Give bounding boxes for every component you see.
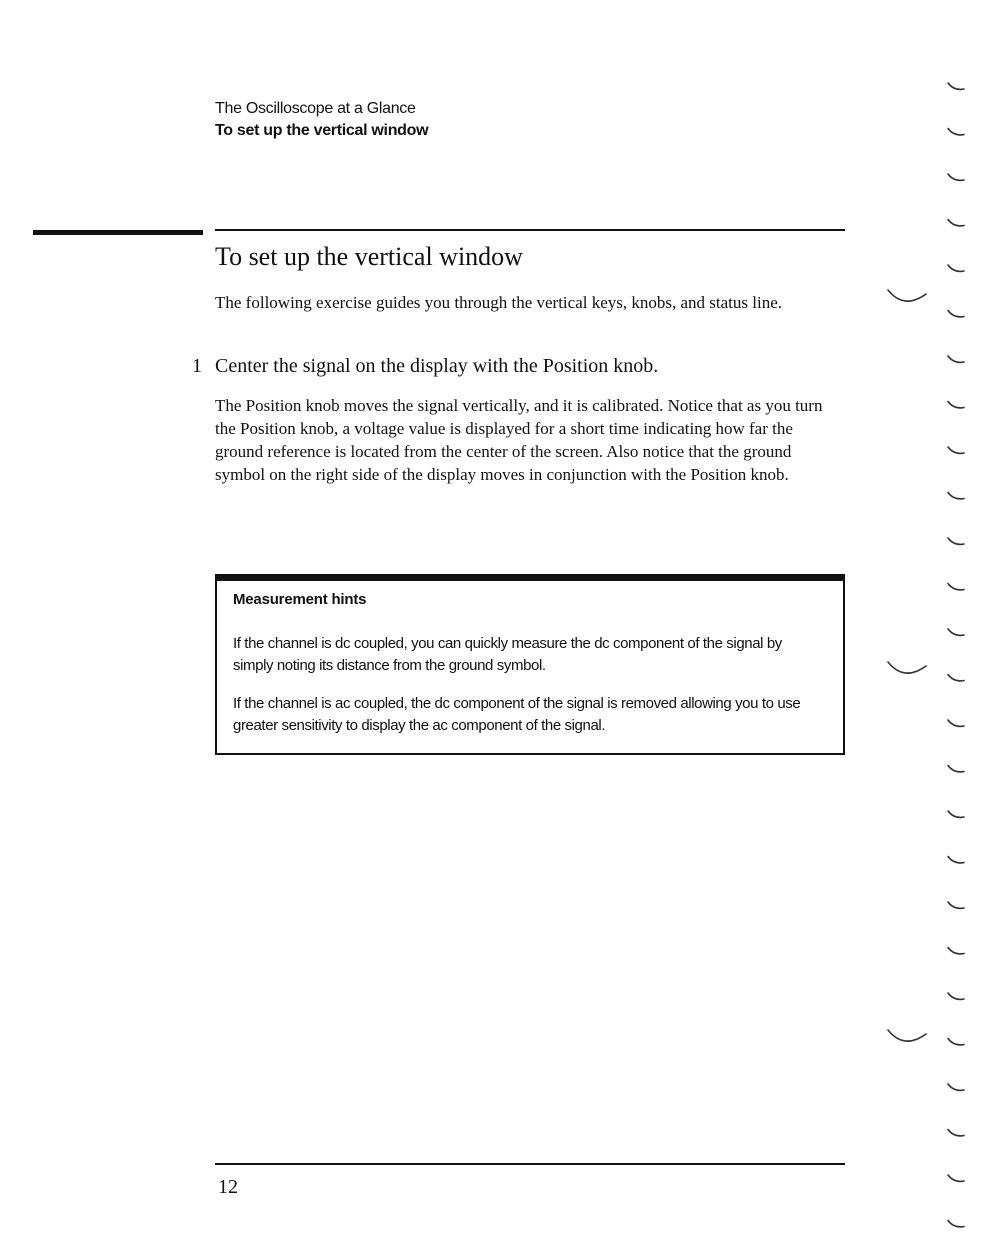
binding-mark	[948, 1221, 964, 1227]
binding-mark	[948, 675, 964, 681]
binding-mark	[948, 811, 964, 817]
binding-mark	[948, 493, 964, 499]
hint-box	[215, 574, 845, 755]
footer-rule	[215, 1163, 845, 1165]
binding-mark	[948, 1130, 964, 1136]
binding-mark	[948, 129, 964, 135]
binding-mark	[948, 629, 964, 635]
binding-mark	[948, 402, 964, 408]
binding-mark	[888, 290, 926, 301]
binding-mark	[948, 447, 964, 453]
binding-mark	[948, 857, 964, 863]
hint-paragraph: If the channel is dc coupled, you can quickly measure the dc component of the signal by simply noting its distance from the ground symbol.	[233, 635, 782, 674]
step-body: The Position knob moves the signal vertically, and it is calibrated. Notice that as you turn the Position knob, a voltage value is displayed for a short time indicating how far the ground reference is located from the center of the screen. Also notice that the ground symbol on the right side of the display moves in conjunction with the Position knob.	[215, 396, 823, 484]
binding-mark	[948, 265, 964, 271]
binding-mark	[948, 174, 964, 180]
running-head-section: To set up the vertical window	[215, 122, 429, 139]
hint-title: Measurement hints	[233, 591, 367, 608]
binding-mark	[948, 1084, 964, 1090]
running-head	[215, 98, 428, 142]
page-number: 12	[218, 1176, 238, 1198]
binding-mark	[948, 1175, 964, 1181]
binding-mark	[948, 993, 964, 999]
step-number: 1	[192, 355, 202, 377]
binding-mark	[948, 720, 964, 726]
binding-mark	[948, 766, 964, 772]
step-title: Center the signal on the display with the Position knob.	[215, 355, 659, 377]
binding-mark	[888, 1030, 926, 1041]
binding-mark	[948, 948, 964, 954]
binding-mark	[948, 584, 964, 590]
binding-mark	[948, 356, 964, 362]
binding-mark	[948, 83, 964, 89]
intro-paragraph: The following exercise guides you through the vertical keys, knobs, and status line.	[215, 293, 783, 312]
section-title: To set up the vertical window	[215, 242, 523, 271]
binding-mark	[948, 538, 964, 544]
binding-mark	[948, 220, 964, 226]
running-head-chapter: The Oscilloscope at a Glance	[215, 100, 416, 117]
binding-mark	[948, 1039, 964, 1045]
binding-mark	[888, 662, 926, 673]
binding-mark	[948, 311, 964, 317]
spiral-binding-hole-icon	[880, 0, 992, 1248]
binding-mark	[948, 902, 964, 908]
section-rule	[215, 229, 845, 231]
hint-paragraph: If the channel is ac coupled, the dc component of the signal is removed allowing you to use greater sensitivity to display the ac component of the signal.	[233, 695, 801, 734]
margin-rule	[33, 230, 203, 235]
